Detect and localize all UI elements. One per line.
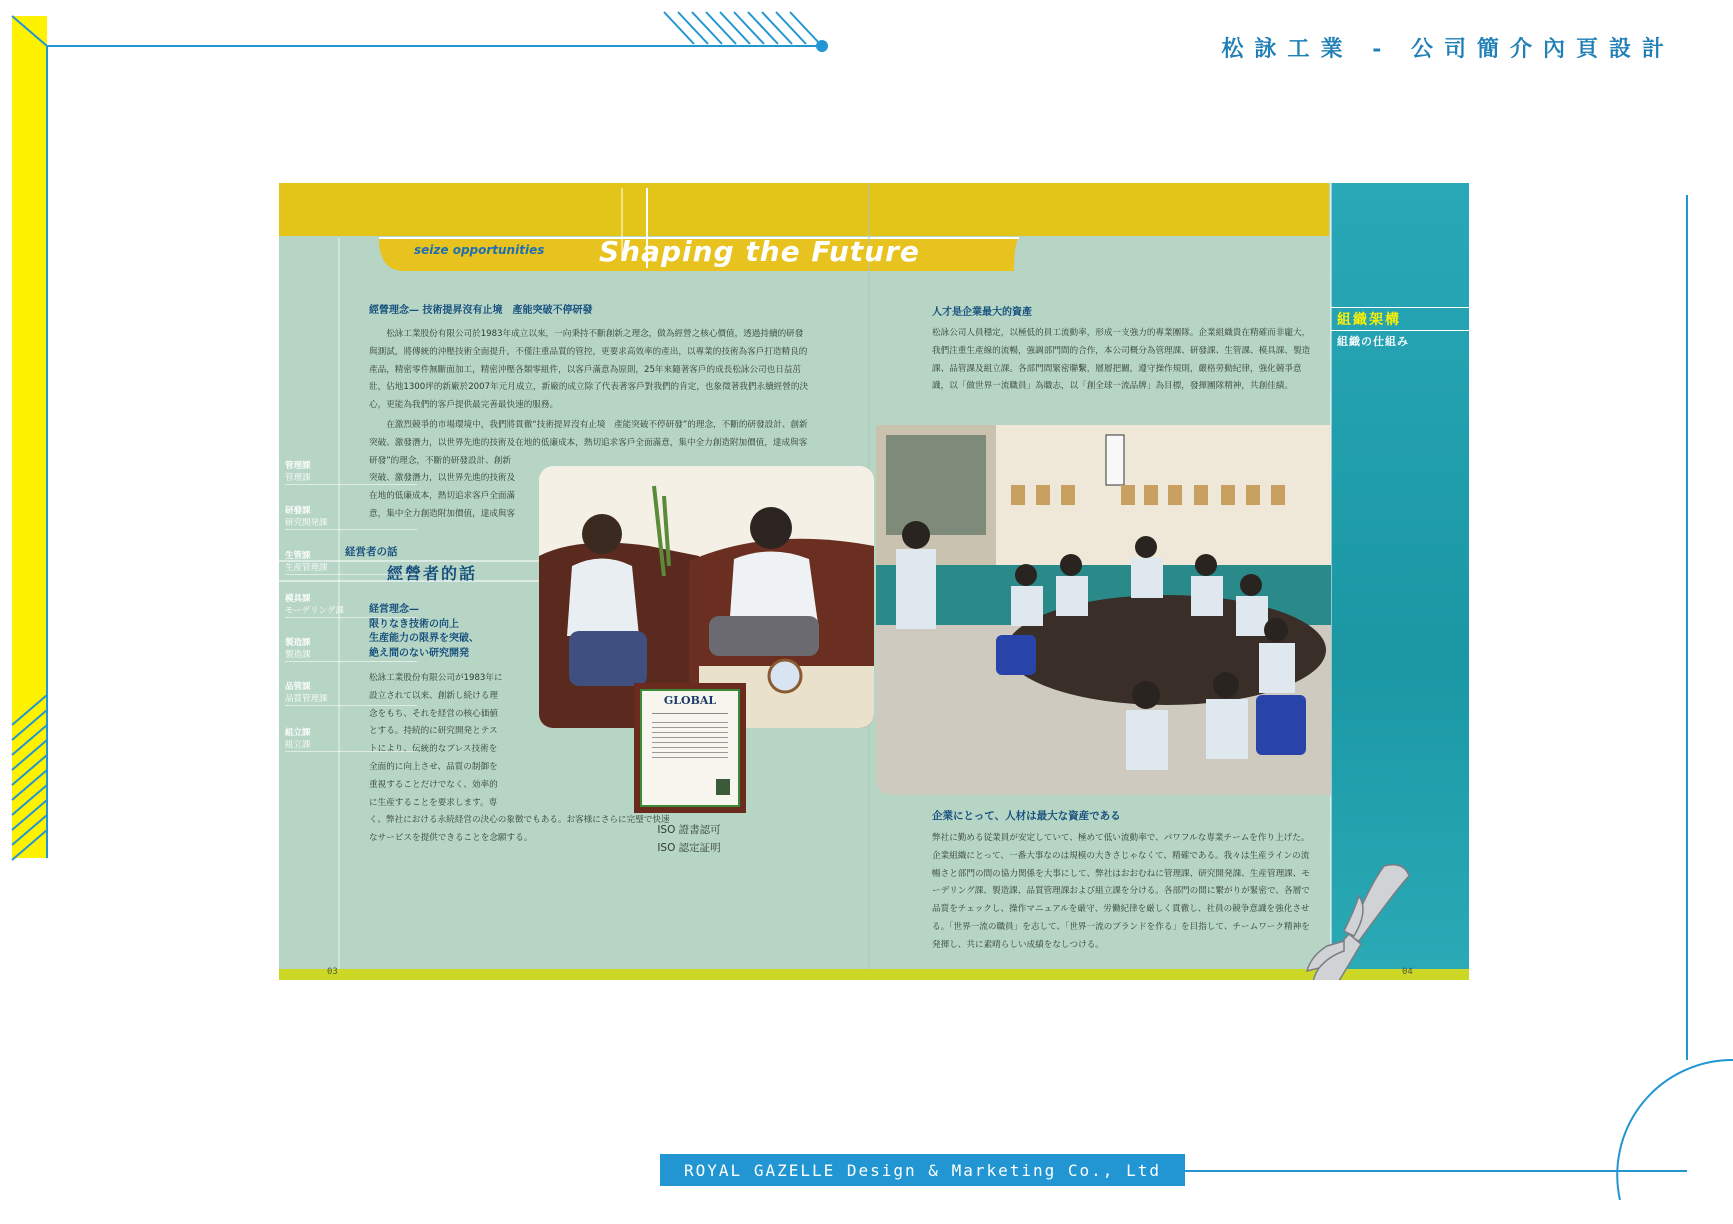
right-body-text <box>932 325 1312 396</box>
left-body-text-2a <box>369 417 809 453</box>
left-paragraph-2-part: 在激烈競爭的市場環境中，我們將貫徹“技術提昇沒有止境 產能突破不停研發”的理念，不斷的研發設計、創新突破、激發潛力，以世界先進的技術及在地的低廉成本，熱切追求客戶全面滿意，集中全力創造附加價值，達成與客 <box>369 420 808 448</box>
jp-title-line-2: 限りなき技術の向上 <box>369 618 459 630</box>
org-item-label: 管理課 <box>285 461 311 471</box>
org-item-sub: モーデリング課 <box>285 606 344 616</box>
page-number-left: 03 <box>327 967 338 977</box>
right-body-text-ja <box>932 830 1317 955</box>
cert-captions <box>629 821 749 857</box>
right-section-title: 人才是企業最大的資產 <box>932 307 1032 318</box>
right-section-title-ja: 企業にとって、人材は最大な資産である <box>932 810 1121 822</box>
org-item-sub: 研究開発課 <box>285 518 328 528</box>
page-number-right: 04 <box>1402 967 1413 977</box>
org-item-label: 模具課 <box>285 594 311 604</box>
org-item-sub: 生産管理課 <box>285 563 328 573</box>
org-item-management <box>285 460 417 485</box>
org-item-label: 品管課 <box>285 682 311 692</box>
org-title-zh: 組織架構 <box>1331 307 1469 331</box>
headline-small: seize opportunities <box>414 243 545 257</box>
org-item-quality <box>285 681 417 706</box>
org-item-label: 組立課 <box>285 728 311 738</box>
jp-title-line-1: 経営理念— <box>369 604 419 615</box>
org-item-label: 製造課 <box>285 638 311 648</box>
jp-paragraph-cont: く、弊社における永続経営の決心の象徴でもある。お客様にさらに完璧で快速なサービスを提供できることを念願する。 <box>369 815 670 844</box>
org-item-rnd <box>285 505 417 530</box>
left-paragraph-1: 松詠工業股份有限公司於1983年成立以來，一向秉持不斷創新之理念，做為經營之核心價值，透過持續的研發與測試，將傳統的沖壓技術全面提升，不僅注重品質的管控，更要求高效率的產出，以專業的技術為客戶打造精良的產品，精密零件無斷面加工，精密沖壓各類零組件，以客戶滿意為原則，25年來隨著客戶的成長松詠公司也日益茁壯，佔地1300坪的新廠於2007年元月成立，新廠的成立除了代表著客戶對我們的肯定，也象徵著我們永續經營的決心，更能為我們的客戶提供最完善最快速的服務。 <box>369 329 809 411</box>
org-item-sub: 管理課 <box>285 473 311 483</box>
org-item-molding <box>285 593 417 618</box>
header-title: 松詠工業 - 公司簡介內頁設計 <box>1221 36 1675 62</box>
org-item-label: 研發課 <box>285 506 311 516</box>
left-body-text <box>369 326 809 415</box>
org-item-sub: 製造課 <box>285 650 311 660</box>
cert-caption-1: ISO 證書認可 <box>657 824 721 836</box>
jp-title-line-3: 生産能力の限界を突破、 <box>369 633 479 644</box>
org-item-production-control <box>285 550 417 575</box>
owner-label-zh: 經營者的話 <box>387 564 478 583</box>
org-title-ja: 組織の仕組み <box>1337 335 1409 348</box>
org-item-assembly <box>285 727 417 752</box>
footer-company-banner: ROYAL GAZELLE Design & Marketing Co., Ltd <box>660 1154 1185 1186</box>
iso-certificate <box>634 683 746 813</box>
right-paragraph-1: 松詠公司人員穩定，以極低的員工流動率，形成一支強力的專業團隊。企業組織貴在精確而非龐大，我們注重生產線的流暢，強調部門間的合作，本公司概分為管理課、研發課、生管課、模具課、製造課、品管課及組立課。各部門間緊密聯繫，層層把關，遵守操作規則，嚴格勞動紀律，強化競爭意識，以「做世界一流職員」為職志，以「創全球一流品牌」為目標，發揮團隊精神，共創佳績。 <box>932 328 1311 392</box>
jp-title-line-4: 絶え間のない研究開発 <box>369 647 469 659</box>
right-paragraph-ja: 弊社に勤める従業員が安定していて、極めて低い流動率で、パワフルな専業チームを作り上げた。企業組織にとって、一番大事なのは規模の大きさじゃなくて、精確である。我々は生産ラインの流暢さと部門の間の協力関係を大事にして、弊社はおおむねに管理課、研究開発課、生産管理課、モーデリング課、製造課、品質管理課および組立課を分ける。各部門の間に繋がりが緊密で、各層で品質をチェックし、操作マニュアルを厳守、労働紀律を厳しく貫徹し、社員の競争意識を強化させる。「世界一流の職員」を志して、「世界一流のブランドを作る」を目指して、チームワーク精神を発揮し、共に素晴らしい成績をなしつける。 <box>932 833 1310 950</box>
left-section-title: 經營理念— 技術提昇沒有止境 產能突破不停研發 <box>369 305 593 316</box>
pliers-tool-image <box>1299 856 1419 980</box>
cert-logo: GLOBAL <box>663 694 717 707</box>
org-item-manufacturing <box>285 637 417 662</box>
org-item-sub: 組立課 <box>285 740 311 750</box>
owner-label-ja: 経営者の話 <box>345 546 398 558</box>
jp-paragraph: 松詠工業股份有限公司が1983年に設立されて以来、創新し続ける理念をもち、それを経営の核心価値とする。持続的に研究開発とテストにより、伝統的なプレス技術を全面的に向上させ、品質の制御を重視することだけでなく、効率的に生産することを要求します。専 <box>369 673 503 808</box>
headline-big: Shaping the Future <box>599 235 920 268</box>
org-chart <box>1331 307 1469 351</box>
org-item-label: 生管課 <box>285 551 311 561</box>
brochure-spread <box>279 183 1469 980</box>
left-paragraph-2-cont: 研發”的理念，不斷的研發設計、創新突破、激發潛力，以世界先進的技術及在地的低廉成本，熱切追求客戶全面滿意，集中全力創造附加價值，達成與客 <box>369 455 516 519</box>
team-meeting-photo <box>876 425 1331 795</box>
org-item-sub: 品質管理課 <box>285 694 328 704</box>
cert-caption-2: ISO 認定証明 <box>657 842 721 854</box>
